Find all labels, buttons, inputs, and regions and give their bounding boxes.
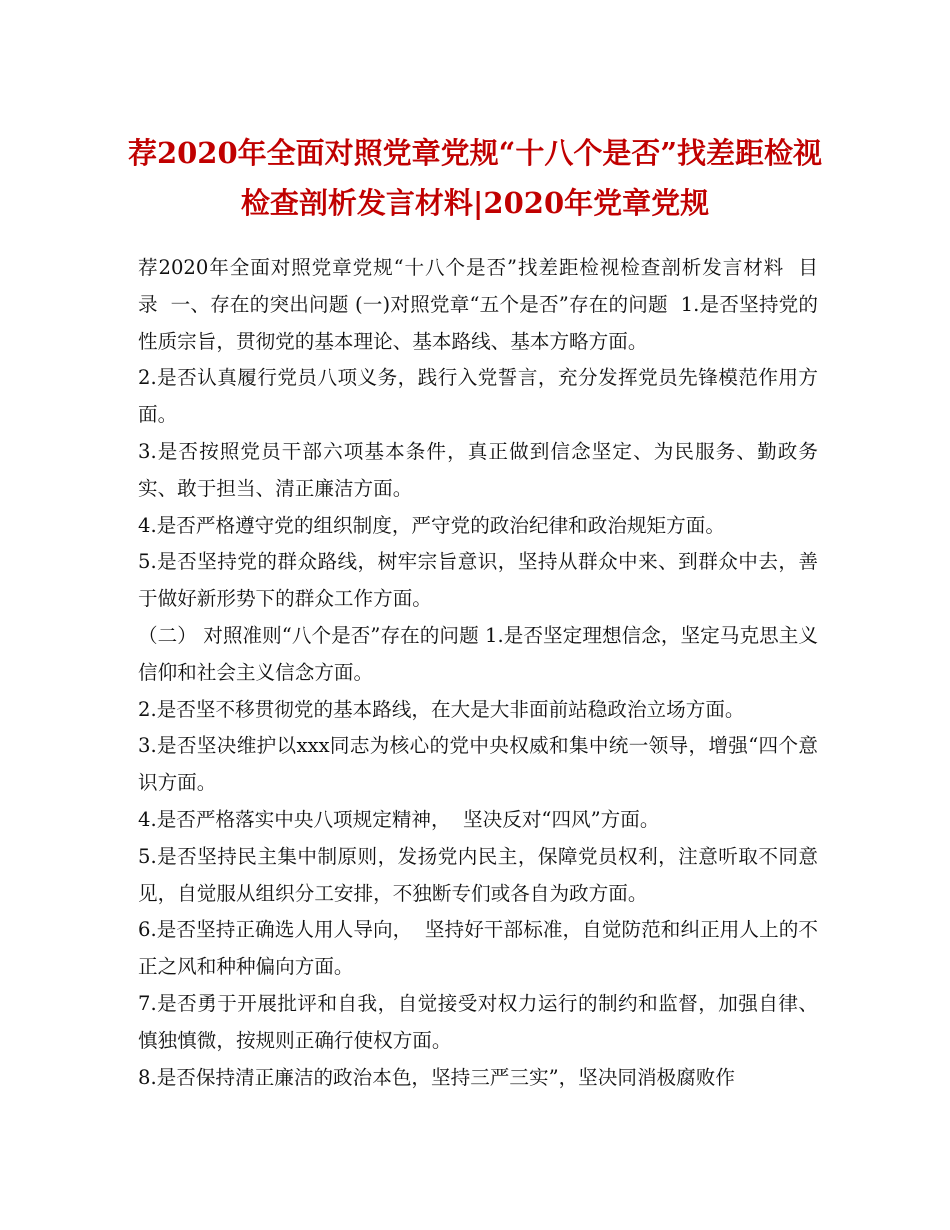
document-title: 荐2020年全面对照党章党规“十八个是否”找差距检视检查剖析发言材料|2020年党章党规 xyxy=(127,136,823,220)
paragraph-intro: 荐2020年全面对照党章党规“十八个是否”找差距检视检查剖析发言材料 目 录 一、存在的突出问题 (一)对照党章“五个是否”存在的问题 1.是否坚持党的性质宗旨，贯彻党的基本理论、基本路线、基本方略方面。 xyxy=(138,256,831,353)
paragraph-item: 3.是否坚决维护以xxx同志为核心的党中央权威和集中统一领导，增强“四个意识方面。 xyxy=(138,734,818,795)
paragraph-item: 8.是否保持清正廉洁的政治本色，坚持三严三实”，坚决同消极腐败作 xyxy=(138,1065,735,1089)
paragraph-item: 5.是否坚持党的群众路线，树牢宗旨意识，坚持从群众中来、到群众中去，善于做好新形势下的群众工作方面。 xyxy=(138,550,818,611)
paragraph-section-two: （二） 对照准则“八个是否”存在的问题 1.是否坚定理想信念，坚定马克思主义信仰和社会主义信念方面。 xyxy=(138,623,818,684)
document-body xyxy=(138,250,831,1096)
paragraph-item: 2.是否认真履行党员八项义务，践行入党誓言，充分发挥党员先锋模范作用方面。 xyxy=(138,366,818,427)
paragraph-item: 2.是否坚不移贯彻党的基本路线，在大是大非面前站稳政治立场方面。 xyxy=(138,697,745,721)
paragraph-item: 7.是否勇于开展批评和自我，自觉接受对权力运行的制约和监督，加强自律、慎独慎微，按规则正确行使权方面。 xyxy=(138,991,818,1052)
paragraph-item: 4.是否严格遵守党的组织制度，严守党的政治纪律和政治规矩方面。 xyxy=(138,513,725,537)
paragraph-item: 4.是否严格落实中央八项规定精神， 坚决反对“四风”方面。 xyxy=(138,807,660,831)
paragraph-item: 5.是否坚持民主集中制原则，发扬党内民主，保障党员权利，注意听取不同意见，自觉服从组织分工安排，不独断专们或各自为政方面。 xyxy=(138,844,818,905)
paragraph-item: 6.是否坚持正确选人用人导向， 坚持好干部标准，自觉防范和纠正用人上的不正之风和种种偏向方面。 xyxy=(138,918,818,979)
paragraph-item: 3.是否按照党员干部六项基本条件，真正做到信念坚定、为民服务、勤政务实、敢于担当、清正廉洁方面。 xyxy=(138,439,818,500)
